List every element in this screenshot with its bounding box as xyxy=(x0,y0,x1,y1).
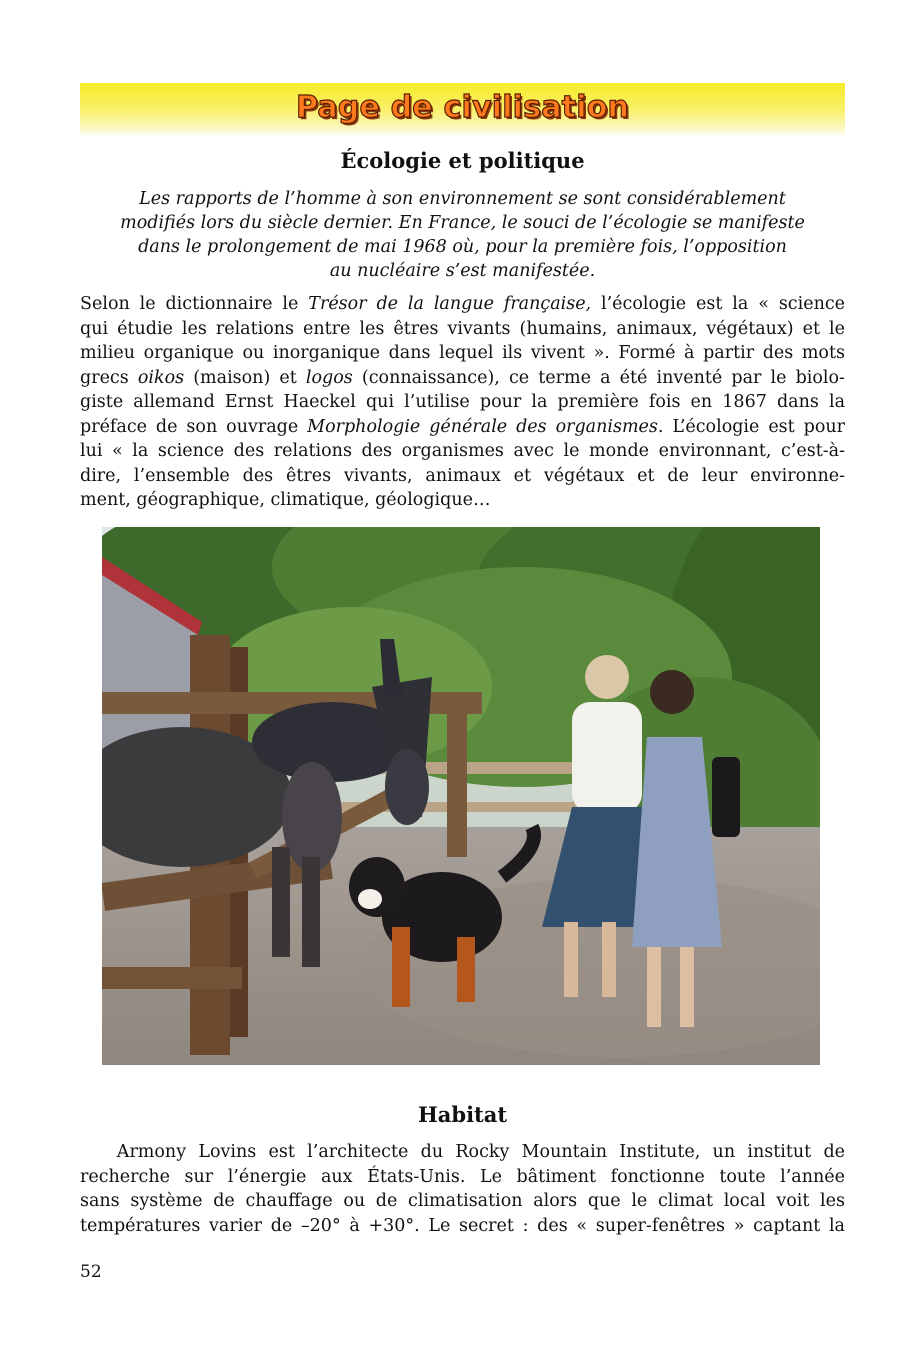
text-run: ment, géographique, climatique, géologique… xyxy=(80,490,491,510)
text-run: L’écologie est pour xyxy=(663,416,846,437)
text-line xyxy=(80,292,845,317)
body-paragraph-habitat xyxy=(80,1140,845,1238)
text-line: sans système de chauffage ou de climatisation alors que le climat local voit les xyxy=(80,1191,845,1211)
section-heading-ecologie: Écologie et politique xyxy=(340,148,585,173)
text-run: (maison) et xyxy=(184,367,306,388)
text-line xyxy=(80,390,845,415)
text-run: lui « la science des relations des organismes avec le monde environnant, c’est-à- xyxy=(80,441,845,461)
intro-line: modifiés lors du siècle dernier. En France, le souci de l’écologie se manifeste xyxy=(120,213,805,233)
body-paragraph-ecologie xyxy=(80,292,845,513)
text-line xyxy=(80,488,845,513)
text-run: préface de son ouvrage xyxy=(80,416,308,437)
text-line xyxy=(80,317,845,342)
text-line xyxy=(80,464,845,489)
italic-run: Morphologie générale des organismes. xyxy=(307,416,664,437)
text-run: dire, l’ensemble des êtres vivants, animaux et végétaux et de leur environne- xyxy=(80,465,845,486)
banner-title: Page de civilisation xyxy=(295,89,630,125)
text-run: giste allemand Ernst Haeckel qui l’utilise pour la première fois en 1867 dans la xyxy=(80,392,845,412)
text-line xyxy=(80,439,845,464)
intro-line: au nucléaire s’est manifestée. xyxy=(329,261,596,281)
text-line xyxy=(80,341,845,366)
text-line: Armony Lovins est l’architecte du Rocky Mountain Institute, un institut de xyxy=(80,1142,845,1162)
intro-line: dans le prolongement de mai 1968 où, pour la première fois, l’opposition xyxy=(138,237,787,257)
text-run: (connaissance), ce terme a été inventé par le biolo- xyxy=(352,367,845,388)
text-run: qui étudie les relations entre les êtres vivants (humains, animaux, végétaux) et le xyxy=(80,318,845,339)
text-run: Selon le dictionnaire le xyxy=(80,294,309,314)
text-line xyxy=(80,415,845,440)
section-heading-habitat: Habitat xyxy=(417,1102,508,1127)
text-line xyxy=(80,366,845,391)
text-run: l’écologie est la « science xyxy=(591,294,845,314)
civilisation-banner xyxy=(80,83,845,137)
intro-paragraph xyxy=(80,187,845,283)
text-line: températures varier de –20° à +30°. Le secret : des « super-fenêtres » captant la xyxy=(80,1215,845,1236)
page-number: 52 xyxy=(80,1262,102,1282)
text-run: grecs xyxy=(80,367,138,388)
intro-line: Les rapports de l’homme à son environnement se sont considérablement xyxy=(139,189,786,209)
donkeys-dog-women-photo xyxy=(102,527,820,1065)
text-line: recherche sur l’énergie aux États-Unis. Le bâtiment fonctionne toute l’année xyxy=(80,1166,845,1187)
italic-run: logos xyxy=(305,367,353,388)
italic-run: Trésor de la langue française, xyxy=(308,294,592,314)
italic-run: oikos xyxy=(137,367,185,388)
text-run: milieu organique ou inorganique dans lequel ils vivent ». Formé à partir des mots xyxy=(80,343,845,363)
